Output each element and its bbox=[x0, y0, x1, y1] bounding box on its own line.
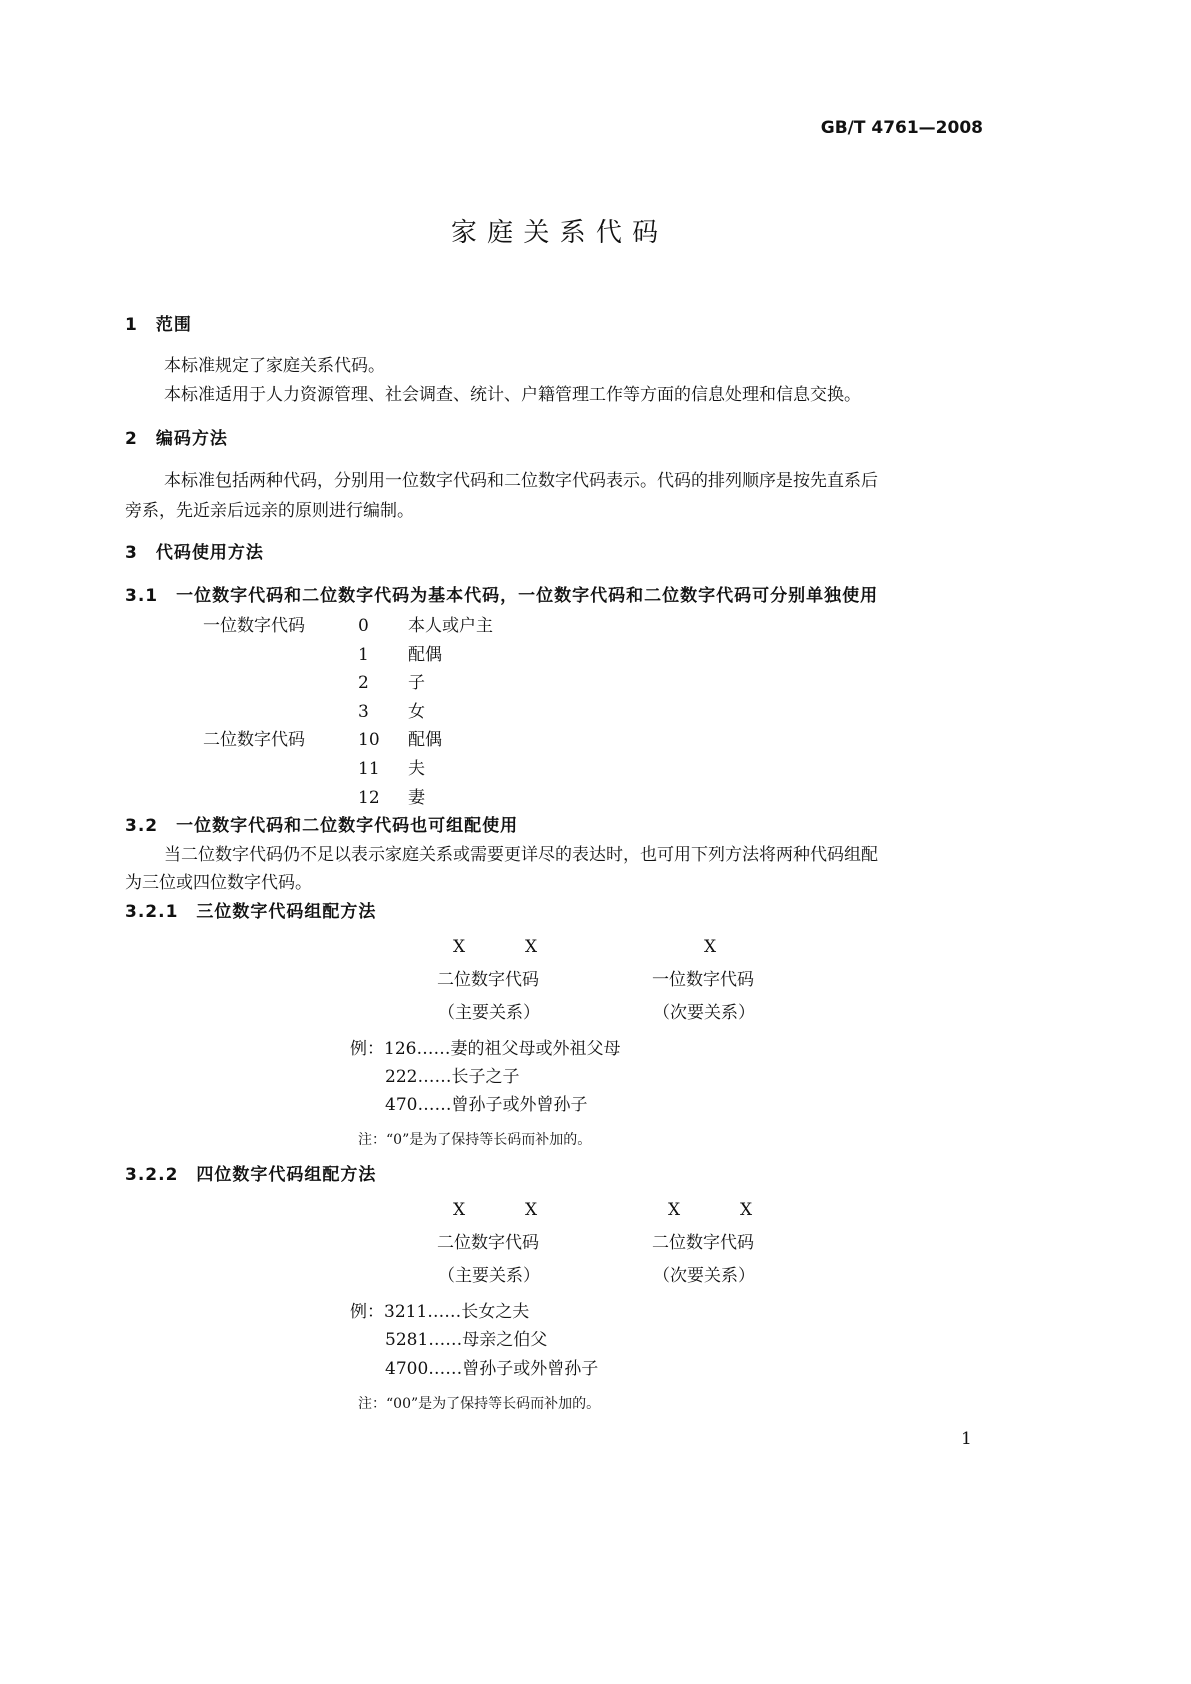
section-3-2-heading: 3.2 一位数字代码和二位数字代码也可组配使用 bbox=[125, 816, 519, 836]
section-3-1-heading: 3.1 一位数字代码和二位数字代码为基本代码，一位数字代码和二位数字代码可分别单独使用 bbox=[125, 586, 879, 606]
digit-placeholder: X bbox=[525, 1200, 538, 1220]
example: 例：3211……长女之夫 bbox=[350, 1302, 530, 1322]
example: 4700……曾孙子或外曾孙子 bbox=[385, 1359, 599, 1379]
paragraph: 为三位或四位数字代码。 bbox=[125, 873, 312, 893]
code-meaning: 子 bbox=[408, 673, 425, 694]
page-title: 家 庭 关 系 代 码 bbox=[450, 218, 660, 248]
example: 例：126……妻的祖父母或外祖父母 bbox=[350, 1039, 621, 1059]
digit-placeholder: X bbox=[740, 1200, 753, 1220]
digit-placeholder: X bbox=[525, 937, 538, 957]
code-sublabel: （次要关系） bbox=[653, 1003, 755, 1023]
code-value: 12 bbox=[358, 787, 380, 808]
paragraph: 旁系，先近亲后远亲的原则进行编制。 bbox=[125, 501, 414, 521]
standard-number: GB/T 4761—2008 bbox=[820, 118, 983, 138]
note: 注：“0”是为了保持等长码而补加的。 bbox=[358, 1132, 592, 1148]
code-label: 一位数字代码 bbox=[652, 970, 754, 990]
group-label: 一位数字代码 bbox=[203, 616, 305, 636]
paragraph: 本标准适用于人力资源管理、社会调查、统计、户籍管理工作等方面的信息处理和信息交换。 bbox=[164, 385, 861, 405]
group-label: 二位数字代码 bbox=[203, 730, 305, 750]
code-label: 二位数字代码 bbox=[437, 1233, 539, 1253]
example: 470……曾孙子或外曾孙子 bbox=[385, 1095, 588, 1115]
section-3-2-2-heading: 3.2.2 四位数字代码组配方法 bbox=[125, 1165, 377, 1185]
code-meaning: 夫 bbox=[408, 759, 425, 779]
code-sublabel: （主要关系） bbox=[438, 1266, 540, 1286]
digit-placeholder: X bbox=[453, 937, 466, 957]
digit-placeholder: X bbox=[668, 1200, 681, 1220]
paragraph: 本标准规定了家庭关系代码。 bbox=[164, 356, 385, 376]
note: 注：“00”是为了保持等长码而补加的。 bbox=[358, 1396, 601, 1412]
code-meaning: 女 bbox=[408, 701, 425, 722]
paragraph: 本标准包括两种代码，分别用一位数字代码和二位数字代码表示。代码的排列顺序是按先直系后 bbox=[164, 471, 878, 491]
section-3-2-1-heading: 3.2.1 三位数字代码组配方法 bbox=[125, 902, 377, 922]
section-2-heading: 2 编码方法 bbox=[125, 429, 228, 449]
code-meaning: 配偶 bbox=[408, 730, 442, 751]
code-label: 二位数字代码 bbox=[437, 970, 539, 990]
example: 5281……母亲之伯父 bbox=[385, 1330, 548, 1350]
code-value: 0 bbox=[358, 616, 369, 636]
digit-placeholder: X bbox=[453, 1200, 466, 1220]
code-value: 3 bbox=[358, 701, 369, 722]
page-number: 1 bbox=[961, 1429, 972, 1449]
example: 222……长子之子 bbox=[385, 1067, 520, 1087]
digit-placeholder: X bbox=[704, 937, 717, 957]
code-value: 10 bbox=[358, 730, 380, 751]
section-1-heading: 1 范围 bbox=[125, 315, 192, 335]
code-meaning: 配偶 bbox=[408, 644, 442, 665]
code-value: 11 bbox=[358, 759, 380, 779]
code-sublabel: （次要关系） bbox=[653, 1266, 755, 1286]
section-3-heading: 3 代码使用方法 bbox=[125, 543, 264, 563]
code-value: 2 bbox=[358, 673, 369, 694]
code-value: 1 bbox=[358, 644, 369, 665]
paragraph: 当二位数字代码仍不足以表示家庭关系或需要更详尽的表达时，也可用下列方法将两种代码组配 bbox=[164, 845, 878, 865]
code-label: 二位数字代码 bbox=[652, 1233, 754, 1253]
code-meaning: 本人或户主 bbox=[408, 616, 493, 636]
code-sublabel: （主要关系） bbox=[438, 1003, 540, 1023]
code-meaning: 妻 bbox=[408, 787, 425, 808]
